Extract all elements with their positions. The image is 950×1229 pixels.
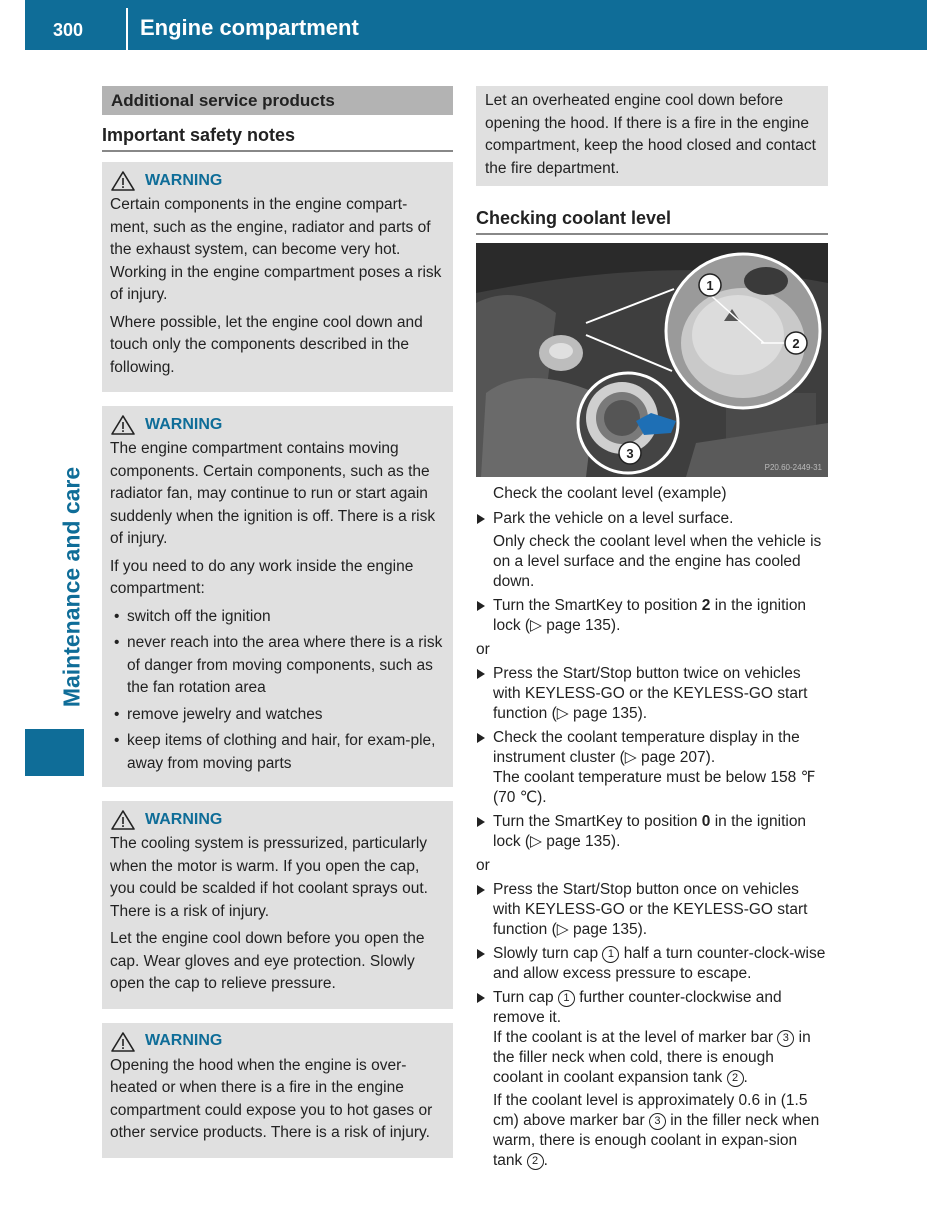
marker-callout: 3 (649, 1113, 666, 1130)
step-note: The coolant temperature must be below 158 ℉ (70 ℃). (493, 769, 816, 806)
step-note (493, 1091, 828, 1171)
warning-box-hot-components (102, 162, 453, 392)
marker-label: 3 (626, 446, 634, 461)
text-run: Turn cap (493, 989, 558, 1006)
step-arrow-icon (477, 817, 485, 827)
list-item (476, 728, 828, 808)
marker-callout: 1 (558, 990, 575, 1007)
step-arrow-icon (477, 514, 485, 524)
right-column (476, 86, 828, 1175)
step-text (493, 944, 828, 984)
step-arrow-icon (477, 669, 485, 679)
warning-text: The engine compartment contains moving components. Certain components, such as the radiator fan, may continue to run or start again suddenly when the ignition is off. There is a risk of injury. (110, 440, 436, 547)
page-number: 300 (53, 20, 84, 40)
warning-triangle-icon (110, 170, 136, 192)
step-text: Press the Start/Stop button once on vehicles with KEYLESS-GO or the KEYLESS-GO start function (▷ page 135). (493, 881, 808, 938)
image-code: P20.60-2449-31 (764, 463, 822, 472)
text-run: Slowly turn cap (493, 945, 603, 962)
warning-box-moving-components (102, 406, 453, 787)
text-run: If the coolant level is approximately 0.6 in (1.5 cm) above marker bar (493, 1092, 808, 1129)
warning-heading (110, 412, 445, 438)
text-run: in the ignition lock (▷ page 135). (493, 597, 807, 634)
image-caption: Check the coolant level (example) (493, 485, 727, 502)
text-run: Turn the SmartKey to position (493, 597, 702, 614)
position-number: 0 (701, 813, 711, 830)
list-item (476, 509, 828, 592)
subheading-checking-coolant: Checking coolant level (476, 208, 828, 235)
text-run: If the coolant is at the level of marker bar (493, 1029, 778, 1046)
subheading-safety-notes: Important safety notes (102, 125, 453, 152)
warning-label: WARNING (145, 810, 223, 828)
warning-box-pressurized-system (102, 801, 453, 1009)
step-arrow-icon (477, 733, 485, 743)
header-divider (126, 8, 128, 50)
text-run: in the filler neck when warm, there is enough coolant in expan-sion tank (493, 1112, 820, 1169)
warning-box-continuation (476, 86, 828, 186)
step-text: Press the Start/Stop button twice on vehicles with KEYLESS-GO or the KEYLESS-GO start function (▷ page 135). (493, 665, 808, 722)
warning-triangle-icon (110, 809, 136, 831)
warning-text: The cooling system is pressurized, particularly when the motor is warm. If you open the cap, you could be scalded if hot coolant sprays out. There is a risk of injury. (110, 835, 428, 920)
text-run: half a turn counter-clock-wise and allow excess pressure to escape. (493, 945, 826, 982)
warning-triangle-icon (110, 414, 136, 436)
marker-callout: 2 (527, 1153, 544, 1170)
list-item: • remove jewelry and watches (110, 704, 445, 727)
list-item (476, 664, 828, 724)
list-item: • never reach into the area where there is a risk of danger from moving components, such as the fan rotation area (110, 632, 445, 700)
step-note: Only check the coolant level when the vehicle is on a level surface and the engine has cooled down. (493, 533, 822, 590)
text-run: in the ignition lock (▷ page 135). (493, 813, 807, 850)
step-text (493, 812, 828, 852)
list-item (476, 812, 828, 852)
warning-label: WARNING (145, 415, 223, 433)
precaution-list (110, 606, 445, 776)
text-run: . (743, 1069, 748, 1086)
section-title: Additional service products (102, 86, 453, 115)
marker-callout: 2 (727, 1070, 744, 1087)
list-item (476, 596, 828, 636)
position-number: 2 (701, 597, 711, 614)
left-column (102, 86, 453, 1158)
page-header (25, 0, 927, 50)
warning-text: Let the engine cool down before you open the cap. Wear gloves and eye protection. Slowly open the cap to relieve pressure. (110, 930, 425, 992)
warning-box-overheated-hood (102, 1023, 453, 1158)
side-tab-marker (25, 729, 84, 776)
text-run: Turn the SmartKey to position (493, 813, 702, 830)
warning-heading (110, 807, 445, 833)
step-arrow-icon (477, 601, 485, 611)
step-arrow-icon (477, 885, 485, 895)
list-item (476, 944, 828, 984)
warning-label: WARNING (145, 1032, 223, 1050)
warning-text: Where possible, let the engine cool down and touch only the components described in the following. (110, 313, 423, 376)
side-tab-label: Maintenance and care (58, 466, 85, 708)
instruction-steps (476, 509, 828, 1171)
warning-text: Certain components in the engine compart-ment, such as the engine, radiator and parts of the exhaust system, can become very hot. Working in the engine compartment poses a risk of injury. (110, 196, 442, 303)
chapter-title: Engine compartment (140, 15, 359, 40)
marker-callout: 1 (602, 946, 619, 963)
warning-heading (110, 1029, 445, 1055)
text-run: in the filler neck when cold, there is enough coolant in coolant expansion tank (493, 1029, 811, 1086)
step-text: Check the coolant temperature display in the instrument cluster (▷ page 207). (493, 729, 800, 766)
engine-compartment-photo (476, 243, 828, 477)
step-arrow-icon (477, 949, 485, 959)
step-arrow-icon (477, 993, 485, 1003)
warning-text: If you need to do any work inside the engine compartment: (110, 557, 414, 597)
text-run: further counter-clockwise and remove it. (493, 989, 782, 1026)
list-item (476, 988, 828, 1171)
warning-heading (110, 168, 445, 194)
step-note (493, 1028, 828, 1088)
warning-text: Opening the hood when the engine is over-heated or when there is a fire in the engine compartment could expose you to hot gases or other service products. There is a risk of injury. (110, 1056, 433, 1141)
list-item: • switch off the ignition (110, 606, 445, 629)
or-separator: or (476, 641, 490, 658)
or-separator: or (476, 857, 490, 874)
step-text (493, 988, 828, 1028)
warning-label: WARNING (145, 171, 223, 189)
step-text (493, 596, 828, 636)
list-item: • keep items of clothing and hair, for exam-ple, away from moving parts (110, 730, 445, 775)
warning-text: Let an overheated engine cool down before opening the hood. If there is a fire in the engine compartment, keep the hood closed and contact the fire department. (485, 92, 816, 177)
step-text: Park the vehicle on a level surface. (493, 510, 734, 527)
list-item (476, 880, 828, 940)
marker-label: 2 (792, 336, 800, 351)
text-run: . (543, 1152, 548, 1169)
marker-callout: 3 (777, 1030, 794, 1047)
warning-triangle-icon (110, 1031, 136, 1053)
marker-label: 1 (706, 278, 714, 293)
